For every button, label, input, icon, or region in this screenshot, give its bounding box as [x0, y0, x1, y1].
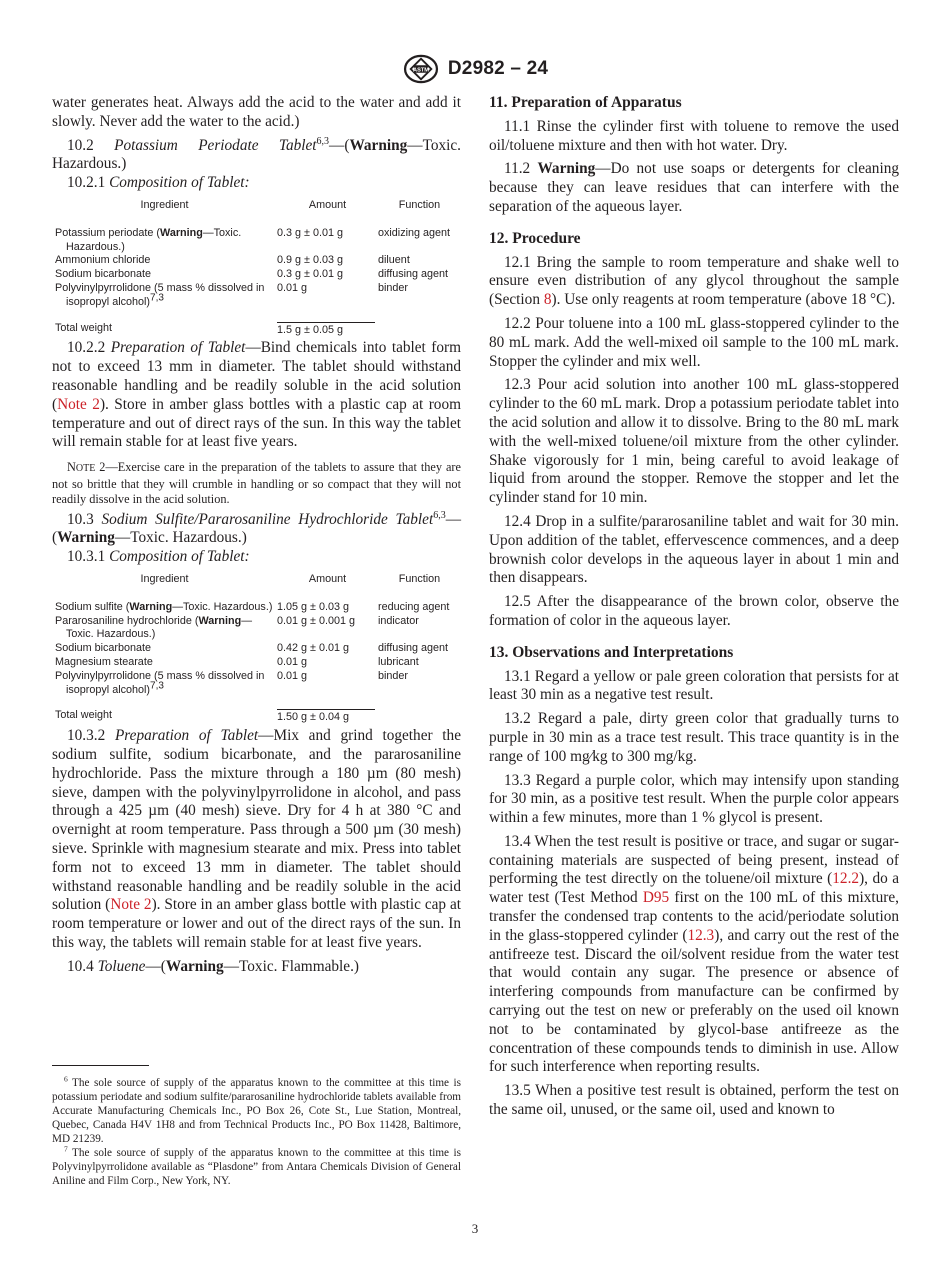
footnotes	[52, 1076, 461, 1188]
astm-logo-icon	[402, 54, 440, 84]
left-column	[52, 94, 461, 977]
composition-table-1	[52, 199, 461, 337]
footnote-divider	[52, 1065, 149, 1066]
section-10-3: 10.3 Sodium Sulfite/Pararosaniline Hydrochloride Tablet$^{6,3}$—(Warning—Toxic. Hazardous.)	[52, 509, 462, 547]
paragraph-12-3: 12.3 Pour acid solution into another 100 mL glass-stoppered cylinder to the 60 mL mark. Drop a potassium periodate tablet into the acid solution and allow it to dissolve. Bring to the 80 mL mark with the well-mixed toluene/oil mixture from the other cylinder. Shake vigorously for 1 min, being careful to avoid leakage of liquid from around the stopper. Remove the stopper and let the cylinder stand for 10 min.	[489, 376, 899, 507]
paragraph-13-2: 13.2 Regard a pale, dirty green color that gradually turns to purple in 30 min as a trace test result. This trace quantity is in the range of 100 mg⁄kg to 300 mg/kg.	[489, 710, 899, 765]
table-row: Pararosaniline hydrochloride (Warning— Toxic. Hazardous.) 0.01 g ± 0.001 g indicator	[55, 614, 419, 641]
table-row: Magnesium stearate 0.01 g lubricant	[55, 656, 419, 669]
section-heading-11: 11. Preparation of Apparatus	[489, 94, 682, 111]
right-column	[489, 94, 899, 1120]
table-header-row: Ingredient Amount Function	[140, 198, 441, 211]
section-8-link[interactable]: 8	[543, 291, 552, 309]
paragraph-13-1: 13.1 Regard a yellow or pale green coloration that persists for at least 30 min as a negative test result.	[489, 667, 899, 704]
table-total-row: Total weight 1.5 g ± 0.05 g	[52, 310, 461, 338]
table-row: Sodium bicarbonate 0.3 g ± 0.01 g diffusing agent	[55, 268, 449, 281]
table-row: Potassium periodate (Warning—Toxic. Hazardous.) 0.3 g ± 0.01 g oxidizing agent	[55, 226, 451, 253]
paragraph-13-4: 13.4 When the test result is positive or trace, and sugar or sugar-containing materials are suspected of being present, instead of performing the test directly on the toluene/oil mixture (12.2), do a water test (Test Method D95 first on the 100 mL of this mixture, transfer the condensed trap contents to the acid/periodate solution in the glass-stoppered cylinder (12.3), and carry out the rest of the antifreeze test. Discard the oil/solvent residue from the water test that would contain any sugar. The presence or absence of interfering compounds from manufacture can be confirmed by carrying out the test on new or preferably on the used oil known not to be contaminated by glycol-base antifreeze as the concentration of these compounds tends to diminish in use. Allow for such interference when reporting results.	[489, 832, 899, 1076]
footnote-6: $^6$ The sole source of supply of the apparatus known to the committee at this time is potassium periodate and sodium sulfite/pararosaniline hydrochloride tablets available from Accurate Manufacturing Chemicals Inc., PO Box 26, Cote St., Lue Station, Montreal, Quebec, Canada H4V 1H8 and from Technical Products Inc., PO Box 11428, Baltimore, MD 21239.	[52, 1074, 461, 1145]
table-row: Ammonium chloride 0.9 g ± 0.03 g diluent	[55, 254, 410, 267]
paragraph-12-2: 12.2 Pour toluene into a 100 mL glass-stoppered cylinder to the 80 mL mark. Add the well-mixed oil sample to the 100 mL mark. Stopper the cylinder and mix well.	[489, 314, 899, 370]
note-2-link[interactable]: Note 2	[57, 395, 100, 413]
page-number: 3	[471, 1221, 479, 1236]
svg-text:ASTM: ASTM	[412, 67, 429, 74]
section-10-2-1: 10.2.1 Composition of Tablet:	[67, 174, 250, 192]
paragraph-11-1: 11.1 Rinse the cylinder first with toluene to remove the used oil/toluene mixture and then with hot water. Dry.	[489, 117, 899, 154]
section-10-3-2: 10.3.2 Preparation of Tablet—Mix and grind together the sodium sulfite, sodium bicarbonate, and the pararosaniline hydrochloride. Pass the mixture through a 180 µm (80 mesh) sieve, dampen with the polyvinylpyrrolidone in alcohol, and pass through a 425 µm (40 mesh) sieve. Dry for 4 h at 380 °C and overnight at room temperature. Pass through a 500 µm (30 mesh) sieve. Sprinkle with magnesium stearate and mix. Press into tablet form not to exceed 13 mm in diameter. The tablet should withstand reasonable handling and be readily soluble in the acid solution (Note 2). Store in an amber glass bottle with plastic cap at room temperature or lower and out of the direct rays of the sun. In this way, the tablets will remain stable for at least five years.	[52, 727, 461, 951]
section-10-4: 10.4 Toluene—(Warning—Toxic. Flammable.)	[67, 957, 359, 975]
section-12-2-link[interactable]: 12.2	[832, 870, 860, 888]
section-heading-12: 12. Procedure	[489, 229, 581, 247]
section-10-2: 10.2 Potassium Periodate Tablet$^{6,3}$—(Warning—Toxic. Hazardous.)	[52, 135, 461, 173]
document-designation: D2982 – 24	[447, 58, 549, 79]
section-12-3-link[interactable]: 12.3	[687, 926, 715, 944]
page-header	[0, 54, 950, 84]
table-header-row: Ingredient Amount Function	[140, 573, 441, 586]
table-row: Sodium bicarbonate 0.42 g ± 0.01 g diffusing agent	[55, 642, 449, 655]
paragraph-13-5: 13.5 When a positive test result is obtained, perform the test on the same oil, unused, or the same oil, used and known to	[489, 1082, 899, 1119]
section-10-2-2: 10.2.2 Preparation of Tablet—Bind chemicals into tablet form not to exceed 13 mm in diameter. The tablet should withstand reasonable handling and be readily soluble in the acid solution (Note 2). Store in amber glass bottles with a plastic cap at room temperature and out of direct rays of the sun. In this way the tablet will remain stable for at least five years.	[52, 339, 461, 451]
paragraph-13-3: 13.3 Regard a purple color, which may intensify upon standing for 30 min, as a positive test result. When the purple color appears within a few minutes, more than 1 % glycol is present.	[489, 771, 899, 827]
paragraph: water generates heat. Always add the acid to the water and add it slowly. Never add the water to the acid.)	[52, 94, 461, 130]
table-total-row: Total weight 1.50 g ± 0.04 g	[52, 697, 461, 725]
note-2: NOTE 2—Exercise care in the preparation of the tablets to assure that they are not so brittle that they will crumble in handling or so compact that they will not readily dissolve in the acid solution.	[52, 460, 461, 507]
composition-table-2	[52, 573, 461, 725]
paragraph-12-5: 12.5 After the disappearance of the brown color, observe the formation of color in the aqueous layer.	[489, 593, 899, 629]
table-row: Polyvinylpyrrolidone (5 mass % dissolved in isopropyl alcohol)$^{7,3}$ 0.01 g binder	[55, 281, 409, 308]
footnote-7: $^7$ The sole source of supply of the apparatus known to the committee at this time is Polyvinylpyrrolidone available as “Plasdone” from Antara Chemicals Division of General Aniline and Film Corp., New York, NY.	[52, 1144, 461, 1187]
table-row: Polyvinylpyrrolidone (5 mass % dissolved in isopropyl alcohol)$^{7,3}$ 0.01 g binder	[55, 669, 409, 696]
paragraph-11-2: 11.2 Warning—Do not use soaps or detergents for cleaning because they can leave residues that can interfere with the separation of the aqueous layer.	[489, 160, 899, 215]
table-row: Sodium sulfite (Warning—Toxic. Hazardous.) 1.05 g ± 0.03 g reducing agent	[55, 600, 450, 613]
paragraph-12-1: 12.1 Bring the sample to room temperature and shake well to ensure even distribution of any glycol throughout the sample (Section 8). Use only reagents at room temperature (above 18 °C).	[489, 253, 899, 309]
section-heading-13: 13. Observations and Interpretations	[489, 643, 734, 661]
note-2-link[interactable]: Note 2	[110, 896, 152, 914]
section-10-3-1: 10.3.1 Composition of Tablet:	[67, 548, 250, 566]
paragraph-12-4: 12.4 Drop in a sulfite/pararosaniline tablet and wait for 30 min. Upon addition of the tablet, effervescence commences, and a deep brownish color develops in the aqueous layer in about 1 min and then disappears.	[489, 512, 899, 587]
d95-link[interactable]: D95	[642, 889, 670, 907]
